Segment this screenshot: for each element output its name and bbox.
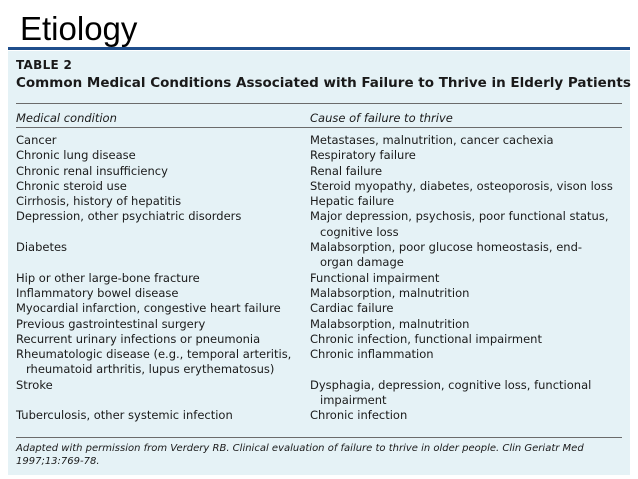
cell-cause — [310, 164, 622, 179]
cell-line: Depression, other psychiatric disorders — [16, 209, 242, 224]
table-row — [16, 408, 622, 423]
cell-condition — [16, 240, 310, 271]
cell-cause — [310, 133, 622, 148]
header-divider — [16, 127, 622, 128]
table-row — [16, 347, 622, 378]
cell-condition — [16, 194, 310, 209]
cell-line: Inflammatory bowel disease — [16, 285, 179, 300]
cell-line: Hip or other large-bone fracture — [16, 270, 200, 285]
cell-condition — [16, 301, 310, 316]
cell-condition — [16, 164, 310, 179]
cell-line: Tuberculosis, other systemic infection — [16, 408, 233, 423]
table-row — [16, 179, 622, 194]
cell-line: Cancer — [16, 133, 57, 147]
cell-cause — [310, 271, 622, 286]
table-footnote: Adapted with permission from Verdery RB. Clinical evaluation of failure to thrive in older people. Clin Geriatr Med 1997;13:769-78. — [16, 443, 584, 467]
table-row — [16, 271, 622, 286]
cell-line: Recurrent urinary infections or pneumonia — [16, 331, 261, 346]
table-row — [16, 301, 622, 316]
cell-cause — [310, 194, 622, 209]
cell-line: Cardiac failure — [310, 301, 394, 316]
cell-condition — [16, 179, 310, 194]
table-row — [16, 240, 622, 271]
cell-line: Malabsorption, poor glucose homeostasis, end- — [310, 240, 583, 255]
cell-cause — [310, 209, 622, 240]
cell-condition — [16, 347, 310, 378]
cell-line: Cirrhosis, history of hepatitis — [16, 194, 182, 209]
cell-line: Functional impairment — [310, 270, 440, 285]
table-row — [16, 209, 622, 240]
table-caption: Common Medical Conditions Associated with Failure to Thrive in Elderly Patients — [16, 75, 631, 91]
cell-condition — [16, 133, 310, 148]
cell-condition — [16, 271, 310, 286]
table-row — [16, 148, 622, 163]
table-row — [16, 164, 622, 179]
cell-line: Rheumatologic disease (e.g., temporal arteritis, — [16, 347, 292, 362]
cell-line: Myocardial infarction, congestive heart failure — [16, 301, 281, 316]
table-row — [16, 286, 622, 301]
cell-line: cognitive loss — [320, 224, 399, 239]
cell-line: Diabetes — [16, 240, 68, 255]
cell-condition — [16, 408, 310, 423]
table-row — [16, 133, 622, 148]
cell-cause — [310, 332, 622, 347]
cell-cause — [310, 408, 622, 423]
footnote-divider — [16, 437, 622, 438]
column-header-cause: Cause of failure to thrive — [310, 111, 453, 125]
cell-line: Malabsorption, malnutrition — [310, 285, 470, 300]
cell-line: Chronic lung disease — [16, 148, 136, 163]
table-label: TABLE 2 — [16, 58, 73, 72]
cell-line: Chronic inflammation — [310, 347, 434, 362]
cell-line: Previous gastrointestinal surgery — [16, 316, 206, 331]
cell-line: Respiratory failure — [310, 148, 416, 163]
cell-line: Metastases, malnutrition, cancer cachexia — [310, 133, 554, 147]
title-underline — [8, 47, 630, 50]
cell-line: Renal failure — [310, 163, 383, 178]
cell-cause — [310, 301, 622, 316]
cell-line: Chronic renal insufficiency — [16, 163, 168, 178]
table-panel — [8, 51, 630, 475]
cell-line: Chronic infection — [310, 408, 408, 423]
cell-cause — [310, 240, 622, 271]
cell-condition — [16, 332, 310, 347]
cell-line: rheumatoid arthritis, lupus erythematosus) — [26, 362, 275, 377]
cell-line: Stroke — [16, 377, 53, 392]
table-row — [16, 378, 622, 409]
cell-cause — [310, 378, 622, 409]
cell-cause — [310, 148, 622, 163]
cell-cause — [310, 317, 622, 332]
cell-line: organ damage — [320, 255, 404, 270]
cell-line: Malabsorption, malnutrition — [310, 316, 470, 331]
cell-cause — [310, 179, 622, 194]
table-body — [16, 133, 622, 424]
cell-line: Chronic steroid use — [16, 178, 127, 193]
cell-condition — [16, 148, 310, 163]
cell-line: Chronic infection, functional impairment — [310, 331, 542, 346]
cell-condition — [16, 286, 310, 301]
column-header-condition: Medical condition — [16, 111, 117, 125]
cell-condition — [16, 378, 310, 409]
cell-line: Dysphagia, depression, cognitive loss, functional — [310, 377, 592, 392]
cell-line: Hepatic failure — [310, 194, 395, 209]
cell-line: impairment — [320, 393, 387, 408]
cell-line: Steroid myopathy, diabetes, osteoporosis, vison loss — [310, 178, 613, 193]
table-row — [16, 317, 622, 332]
cell-cause — [310, 286, 622, 301]
caption-divider — [16, 103, 622, 104]
cell-line: Major depression, psychosis, poor functional status, — [310, 209, 609, 224]
slide-title: Etiology — [20, 10, 138, 47]
table-row — [16, 332, 622, 347]
table-row — [16, 194, 622, 209]
cell-condition — [16, 317, 310, 332]
cell-cause — [310, 347, 622, 378]
cell-condition — [16, 209, 310, 240]
